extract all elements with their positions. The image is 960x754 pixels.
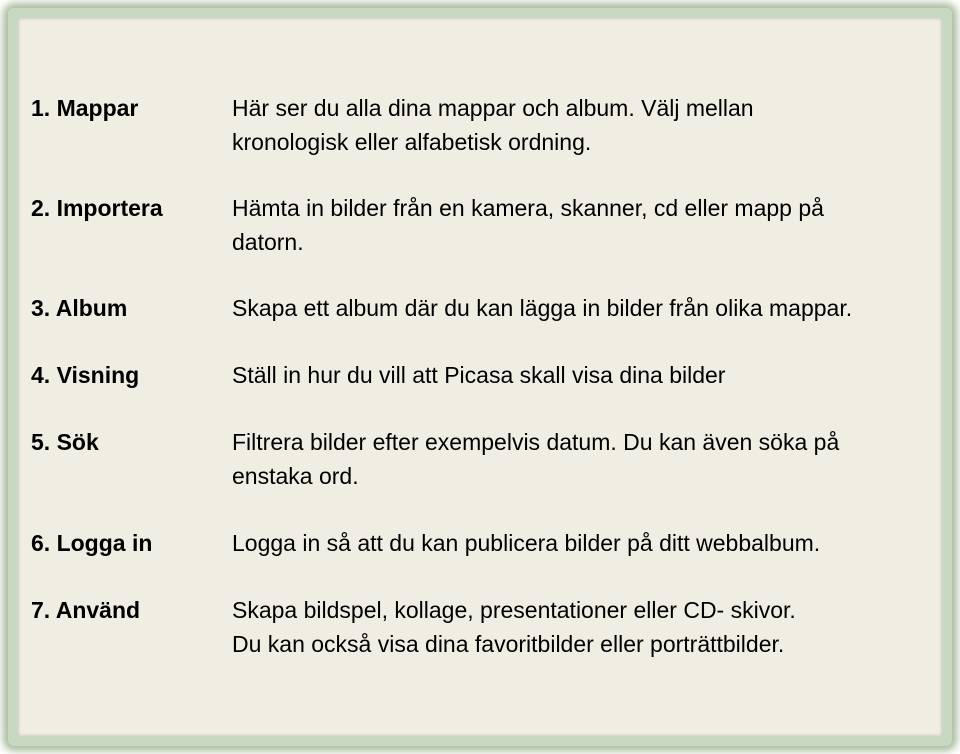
item-description bbox=[232, 593, 922, 661]
description-line: datorn. bbox=[232, 229, 304, 255]
item-term: 5. Sök bbox=[31, 429, 99, 455]
item-term: 7. Använd bbox=[31, 597, 141, 623]
description-line: Här ser du alla dina mappar och album. Välj mellan bbox=[232, 95, 754, 121]
item-description bbox=[232, 91, 922, 159]
description-line: Du kan också visa dina favoritbilder eller porträttbilder. bbox=[232, 631, 785, 657]
definition-panel bbox=[18, 18, 942, 736]
item-term: 6. Logga in bbox=[31, 530, 153, 556]
item-description bbox=[232, 191, 922, 259]
description-line: kronologisk eller alfabetisk ordning. bbox=[232, 129, 592, 155]
item-description bbox=[232, 526, 922, 560]
item-description bbox=[232, 425, 922, 493]
description-line: Hämta in bilder från en kamera, skanner, cd eller mapp på bbox=[232, 195, 824, 221]
item-term: 4. Visning bbox=[31, 362, 140, 388]
item-description bbox=[232, 291, 922, 325]
description-line: Skapa bildspel, kollage, presentationer eller CD- skivor. bbox=[232, 597, 796, 623]
item-term: 3. Album bbox=[31, 295, 128, 321]
item-description bbox=[232, 358, 922, 392]
item-term: 2. Importera bbox=[31, 195, 163, 221]
description-line: Logga in så att du kan publicera bilder på ditt webbalbum. bbox=[232, 530, 821, 556]
item-term: 1. Mappar bbox=[31, 95, 139, 121]
description-line: Skapa ett album där du kan lägga in bilder från olika mappar. bbox=[232, 295, 853, 321]
description-line: Filtrera bilder efter exempelvis datum. Du kan även söka på bbox=[232, 429, 840, 455]
description-line: Ställ in hur du vill att Picasa skall visa dina bilder bbox=[232, 362, 726, 388]
description-line: enstaka ord. bbox=[232, 463, 359, 489]
